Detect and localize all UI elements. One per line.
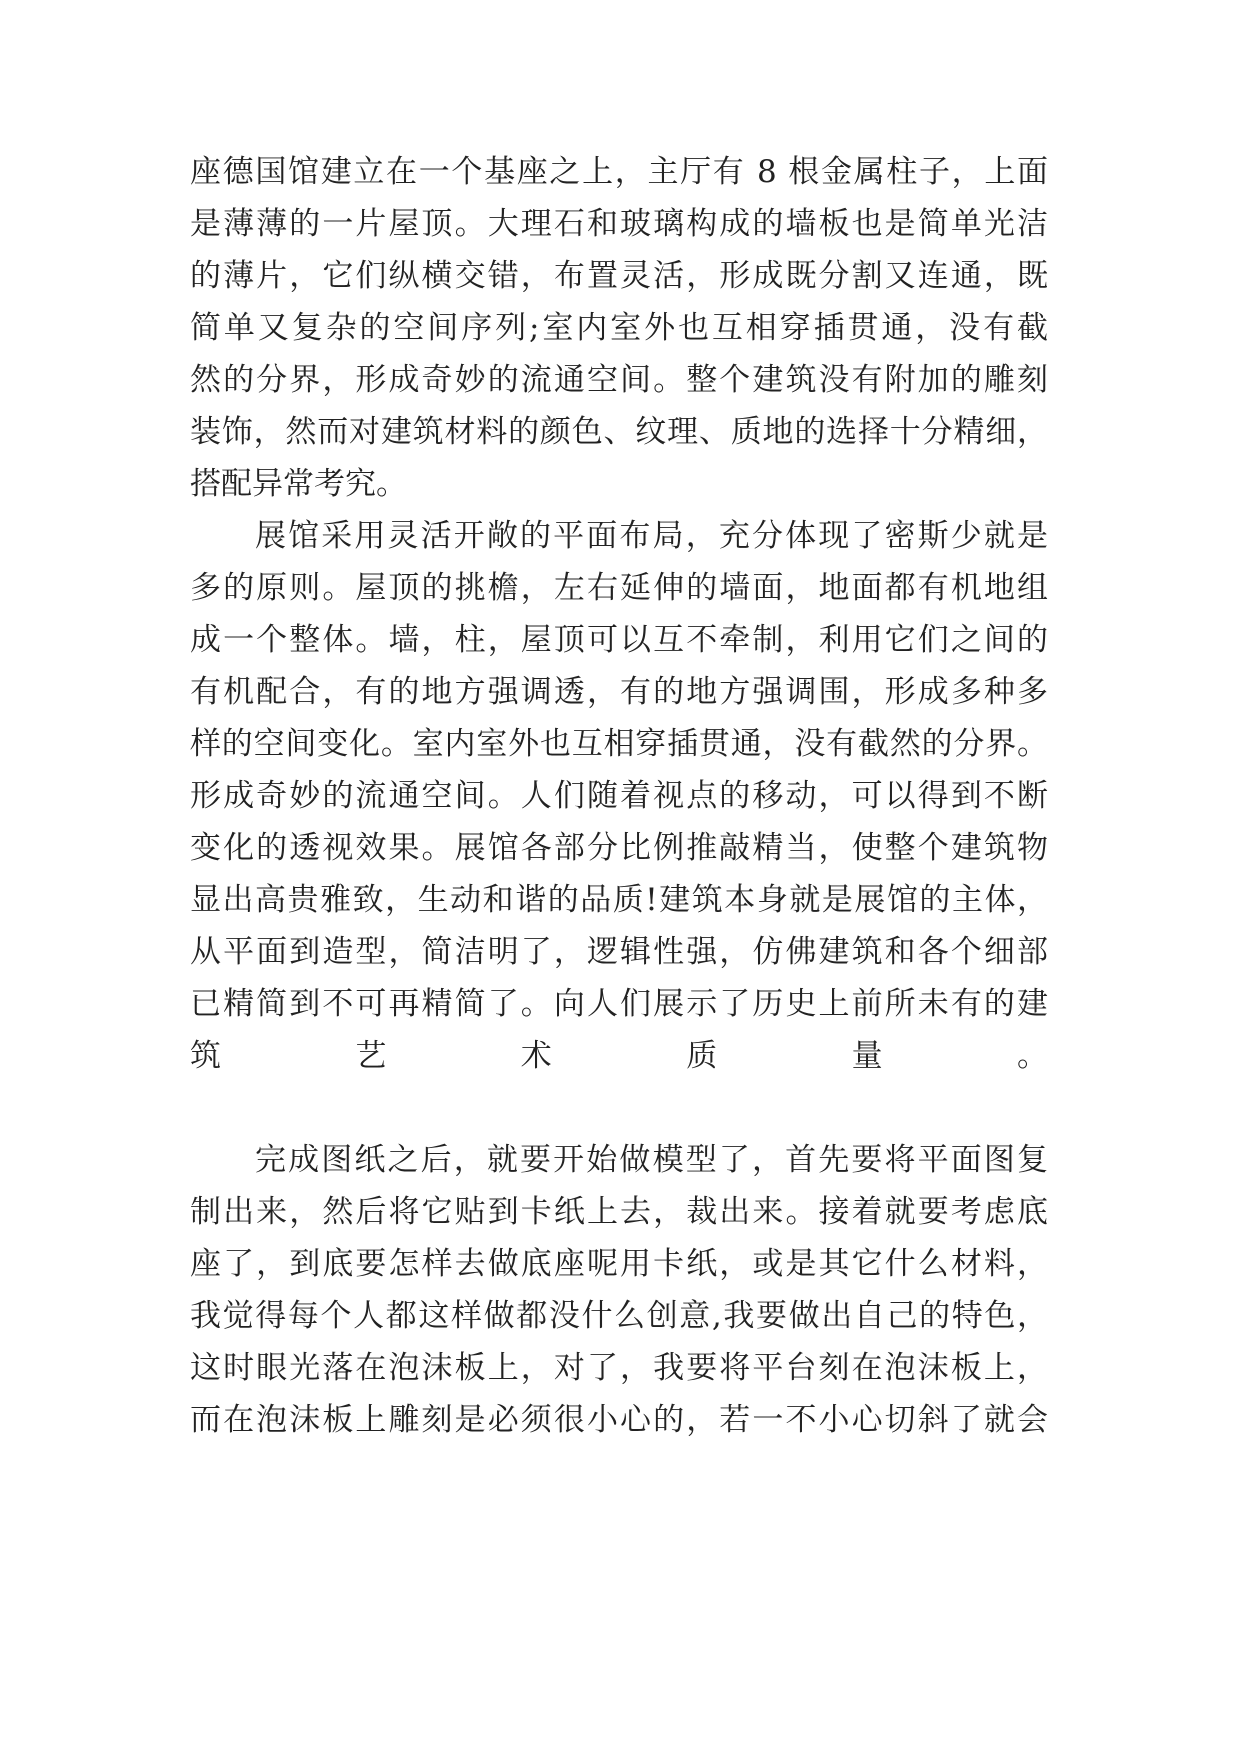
paragraph-line: 的薄片，它们纵横交错，布置灵活，形成既分割又连通，既 bbox=[190, 258, 1048, 294]
paragraph-line: 制出来，然后将它贴到卡纸上去，裁出来。接着就要考虑底 bbox=[190, 1194, 1048, 1230]
paragraph-line: 然的分界，形成奇妙的流通空间。整个建筑没有附加的雕刻 bbox=[190, 362, 1048, 398]
paragraph-line: 成一个整体。墙，柱，屋顶可以互不牵制，利用它们之间的 bbox=[190, 622, 1048, 658]
paragraph-line: 我觉得每个人都这样做都没什么创意,我要做出自己的特色， bbox=[190, 1298, 1048, 1334]
paragraph-line: 多的原则。屋顶的挑檐，左右延伸的墙面，地面都有机地组 bbox=[190, 570, 1048, 606]
paragraph-line: 筑艺术质量。 bbox=[190, 1038, 1048, 1074]
paragraph-line: 展馆采用灵活开敞的平面布局，充分体现了密斯少就是 bbox=[255, 518, 1048, 554]
paragraph-line: 装饰，然而对建筑材料的颜色、纹理、质地的选择十分精细， bbox=[190, 414, 1048, 450]
paragraph-line: 变化的透视效果。展馆各部分比例推敲精当，使整个建筑物 bbox=[190, 830, 1048, 866]
paragraph-line: 是薄薄的一片屋顶。大理石和玻璃构成的墙板也是简单光洁 bbox=[190, 206, 1048, 242]
paragraph-line: 显出高贵雅致，生动和谐的品质!建筑本身就是展馆的主体， bbox=[190, 882, 1048, 918]
paragraph-line: 搭配异常考究。 bbox=[190, 466, 407, 502]
paragraph-line: 这时眼光落在泡沫板上，对了，我要将平台刻在泡沫板上， bbox=[190, 1350, 1048, 1386]
paragraph-line: 样的空间变化。室内室外也互相穿插贯通，没有截然的分界。 bbox=[190, 726, 1048, 762]
paragraph-line: 简单又复杂的空间序列;室内室外也互相穿插贯通，没有截 bbox=[190, 310, 1048, 346]
paragraph-line: 有机配合，有的地方强调透，有的地方强调围，形成多种多 bbox=[190, 674, 1048, 710]
paragraph-line: 已精简到不可再精简了。向人们展示了历史上前所未有的建 bbox=[190, 986, 1048, 1022]
paragraph-line: 而在泡沫板上雕刻是必须很小心的，若一不小心切斜了就会 bbox=[190, 1402, 1048, 1438]
paragraph-line: 完成图纸之后，就要开始做模型了，首先要将平面图复 bbox=[255, 1142, 1048, 1178]
paragraph-line: 从平面到造型，简洁明了，逻辑性强，仿佛建筑和各个细部 bbox=[190, 934, 1048, 970]
paragraph-line bbox=[190, 1084, 1048, 1132]
paragraph-line: 座德国馆建立在一个基座之上，主厅有 8 根金属柱子，上面 bbox=[190, 154, 1048, 190]
paragraph-line: 形成奇妙的流通空间。人们随着视点的移动，可以得到不断 bbox=[190, 778, 1048, 814]
paragraph-line: 座了，到底要怎样去做底座呢用卡纸，或是其它什么材料， bbox=[190, 1246, 1048, 1282]
